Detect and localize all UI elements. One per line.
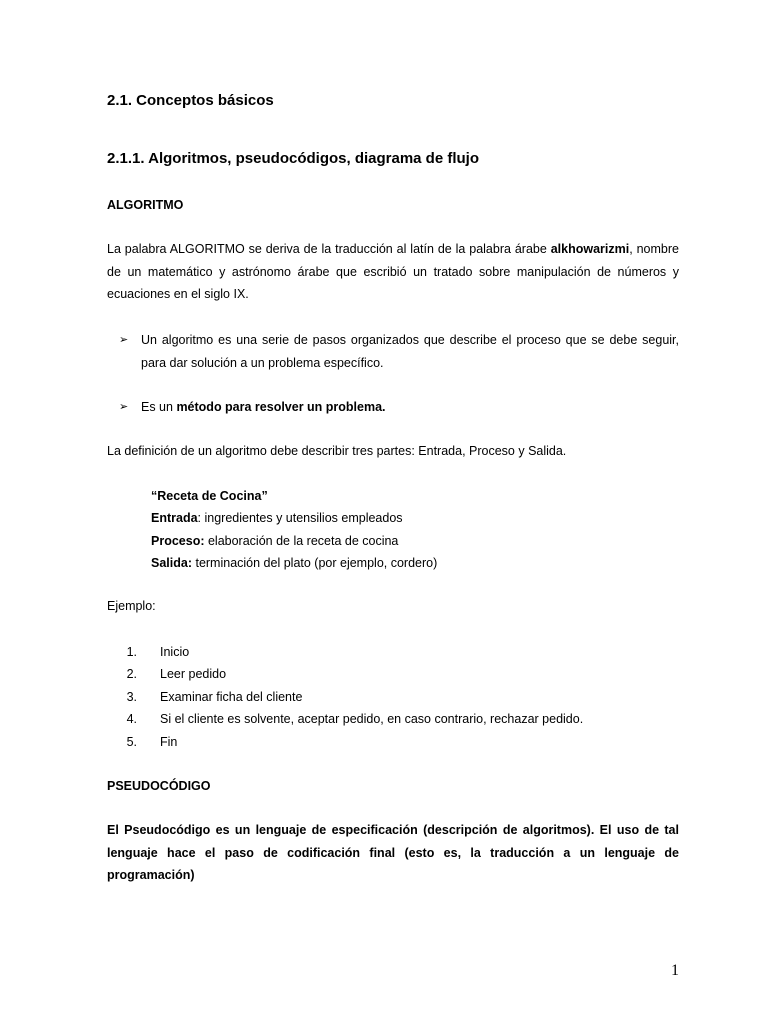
list-item <box>107 663 687 685</box>
step-text: Inicio <box>160 645 190 659</box>
recipe-proceso-text: elaboración de la receta de cocina <box>204 533 399 548</box>
recipe-entrada <box>151 507 437 529</box>
ejemplo-label: Ejemplo: <box>107 599 156 613</box>
list-item <box>107 686 687 708</box>
recipe-salida <box>151 552 437 574</box>
definition-paragraph: La definición de un algoritmo debe describir tres partes: Entrada, Proceso y Salida. <box>107 444 567 458</box>
paragraph-origin-text-2: , nombre de un matemático y astrónomo árabe que escribió un tratado sobre manipulación de números y ecuaciones en el siglo IX. <box>107 242 679 301</box>
page-number: 1 <box>671 962 679 979</box>
bullet-method-bold: método para resolver un problema. <box>176 400 386 414</box>
step-number: 3. <box>126 689 137 704</box>
step-number: 4. <box>126 712 137 727</box>
arrow-bullet-icon: ➢ <box>119 334 129 346</box>
heading-algoritmos-pseudocodigos: 2.1.1. Algoritmos, pseudocódigos, diagrama de flujo <box>107 150 480 167</box>
pseudocode-paragraph: El Pseudocódigo es un lenguaje de especificación (descripción de algoritmos). El uso de tal lenguaje hace el paso de codificación final (esto es, la traducción a un lenguaje de programación) <box>107 823 679 882</box>
list-item <box>107 708 687 730</box>
step-text: Leer pedido <box>160 667 227 682</box>
bullet-method-text: Es un <box>141 400 177 414</box>
list-item <box>107 731 687 753</box>
step-number: 5. <box>126 734 137 749</box>
bullet-item-definition <box>119 329 679 374</box>
heading-conceptos-basicos: 2.1. Conceptos básicos <box>107 92 274 109</box>
recipe-title: “Receta de Cocina” <box>151 489 268 503</box>
bullet-item-text <box>119 396 679 419</box>
paragraph-origin <box>107 238 679 306</box>
bullet-item-method <box>119 396 679 419</box>
term-alkhowarizmi: alkhowarizmi <box>550 242 630 256</box>
arrow-bullet-icon: ➢ <box>119 401 129 413</box>
section-title-pseudocodigo: PSEUDOCÓDIGO <box>107 779 211 793</box>
recipe-proceso-label: Proceso: <box>151 533 205 548</box>
recipe-block <box>151 485 437 574</box>
step-text: Si el cliente es solvente, aceptar pedido, en caso contrario, rechazar pedido. <box>160 712 584 727</box>
step-text: Fin <box>160 734 178 749</box>
paragraph-origin-text-1: La palabra ALGORITMO se deriva de la traducción al latín de la palabra árabe <box>107 242 551 256</box>
example-steps-list <box>107 641 687 753</box>
list-item <box>107 641 687 663</box>
step-number: 1. <box>126 645 137 659</box>
recipe-proceso <box>151 530 437 552</box>
step-number: 2. <box>126 667 137 682</box>
recipe-entrada-label: Entrada <box>151 511 198 526</box>
step-text: Examinar ficha del cliente <box>160 689 303 704</box>
section-title-algoritmo: ALGORITMO <box>107 198 184 212</box>
recipe-salida-label: Salida: <box>151 555 192 570</box>
recipe-salida-text: terminación del plato (por ejemplo, cordero) <box>192 555 438 570</box>
recipe-entrada-text: : ingredientes y utensilios empleados <box>197 511 403 526</box>
bullet-item-text: Un algoritmo es una serie de pasos organizados que describe el proceso que se debe seguir, para dar solución a un problema específico. <box>141 333 679 370</box>
